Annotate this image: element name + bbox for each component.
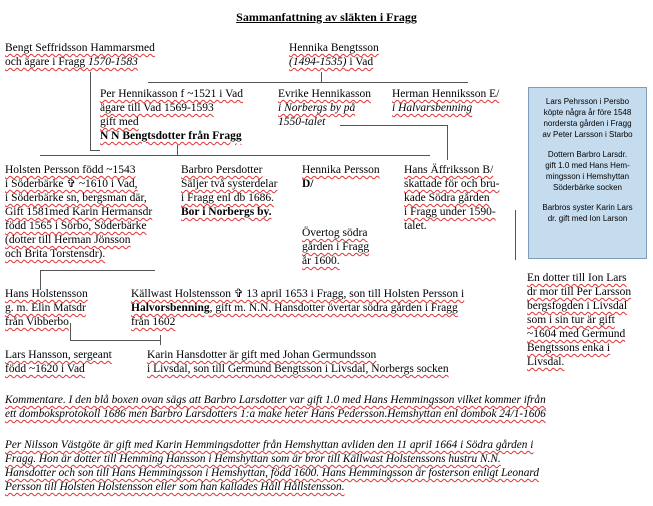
hennika2-code: D/: [302, 178, 314, 190]
box-line: nordersta gården i Fragg: [543, 119, 632, 128]
hans-af-line: talet.: [404, 220, 427, 232]
hans-h-line: g. m. Elin Matsdr: [5, 302, 86, 314]
comment-line: Persson till Holsten Holstensson eller som han kallades Håll Hållstensson.: [5, 481, 345, 493]
hennika-detail: (1494-1535) i Vad: [289, 56, 374, 68]
en-dotter-line: dr mor till Per Larsson: [527, 286, 632, 298]
connector-line: [515, 210, 516, 260]
en-dotter-line: som i sin tur är gift: [527, 314, 615, 326]
comment-line: Kommentare. I den blå boxen ovan sägs att Barbro Larsdotter var gift 1.0 med Hans Hemmingsson vilket kommer ifrån: [5, 394, 546, 406]
comment-line: Per Nilsson Västgöte är gift med Karin Hemmingsdotter från Hemshyttan avliden den 11 april 1664 i Södra gården i: [5, 439, 534, 451]
box-line: dr. gift med Ion Larson: [547, 214, 628, 223]
holsten-line: Gift 1581med Karin Hermansdr: [5, 206, 153, 218]
holsten-line: född 1565 i Sörbo, Söderbärke: [5, 220, 147, 232]
barbro-line: i Fragg enl db 1686.: [181, 192, 274, 204]
barbro-line: Bor i Norbergs by.: [181, 206, 272, 218]
hans-af-line: skattade för och bru-: [404, 178, 500, 190]
hennika2-line: år 1600.: [302, 255, 340, 267]
en-dotter-line: Bengtssons enka i: [527, 342, 611, 354]
connector-line: [90, 150, 100, 151]
per-married: gift med: [100, 116, 139, 128]
connector-line: [340, 125, 447, 126]
evrike-name: Evrike Hennikasson: [278, 88, 371, 100]
connector-line: [70, 323, 71, 340]
kallwast-line: Halvorsbenning, gift m. N.N. Hansdotter övertar södra gården i Fragg: [131, 302, 458, 314]
connector-line: [148, 82, 468, 83]
holsten-line: och Brita Torstensdr).: [5, 248, 106, 260]
holsten-line: i Söderbärke sn, bergsman där,: [5, 192, 147, 204]
evrike-period: 1550-talet: [278, 116, 326, 128]
hans-h-name: Hans Holstensson: [5, 288, 88, 300]
barbro-line: Säljer två systerdelar: [181, 178, 278, 190]
bengt-name: Bengt Seffridsson Hammarsmed: [5, 42, 155, 54]
kallwast-line: från 1602: [131, 316, 176, 328]
hans-af-name: Hans Äffriksson B/: [404, 164, 494, 176]
page-title: Sammanfattning av släkten i Fragg: [236, 10, 417, 24]
box-line: Söderbärke socken: [553, 183, 622, 192]
lars-line: född ~1620 i Vad: [5, 363, 85, 375]
herman-place: i Halvarsbenning: [392, 102, 473, 114]
holsten-line: Holsten Persson född ~1543: [5, 164, 136, 176]
bengt-detail: och ägare i Fragg 1570-1583: [5, 56, 138, 68]
hans-af-line: i Fragg under 1590-: [404, 206, 496, 218]
connector-line: [90, 72, 91, 150]
connector-line: [70, 340, 160, 341]
per-detail: ägare till Vad 1569-1593: [100, 102, 214, 114]
connector-line: [160, 335, 161, 345]
hans-af-line: kade Södra gården: [404, 192, 490, 204]
comment-line: ett domboksprotokoll 1686 men Barbro Larsdotters 1:a make heter Hans Pedersson.Hemshyttan enl dombok 24/1-1606: [5, 408, 546, 420]
karin-line: Karin Hansdotter är gift med Johan Germundsson: [147, 349, 377, 361]
comment-line: Hansdotter och son till Hans Hemmingsson i Hemshyttan, född 1600. Hans Hemmingsson är fosterson enligt Leonard: [5, 467, 539, 479]
per-spouse: N N Bengtsdotter från Fragg: [100, 130, 242, 142]
connector-line: [447, 125, 448, 160]
holsten-line: i Söderbärke ✞ ~1610 i Vad,: [5, 178, 138, 190]
en-dotter-line: Livsdal.: [527, 356, 565, 368]
connector-line: [321, 72, 322, 82]
herman-name: Herman Henniksson E/: [392, 88, 500, 100]
connector-line: [40, 155, 430, 156]
connector-line: [177, 145, 178, 155]
comment-line: Fragg. Hon är dotter till Hemming Hansson i Hemshyttan som är bror till Källwast Holstenssons hustru N.N.: [5, 453, 501, 465]
lars-name: Lars Hansson, sergeant: [5, 349, 112, 361]
holsten-line: (dotter till Herman Jönsson: [5, 234, 131, 246]
connector-line: [40, 270, 155, 271]
box-line: gift 1.0 med Hans Hem-: [545, 161, 630, 170]
hennika2-name: Hennika Persson: [302, 164, 380, 176]
box-line: köpte några år före 1548: [543, 108, 632, 117]
box-line: Barbros syster Karin Lars: [542, 203, 633, 212]
box-line: Lars Pehrsson i Persbo: [545, 97, 630, 106]
karin-line: i Livsdal, son till Germund Bengtsson i Livsdal, Norbergs socken: [147, 363, 449, 375]
evrike-place: i Norbergs by på: [278, 102, 356, 114]
hennika-name: Hennika Bengtsson: [289, 42, 379, 54]
per-name: Per Hennikasson f ~1521 i Vad: [100, 88, 244, 100]
info-box: [528, 87, 647, 259]
hans-h-line: från Vibberbo: [5, 316, 69, 328]
box-line: av Peter Larsson i Starbo: [542, 130, 633, 139]
en-dotter-line: En dotter till Ion Lars: [527, 272, 627, 284]
en-dotter-line: bergsfogden i Livsdal: [527, 300, 628, 312]
kallwast-line: Källwast Holstensson ✞ 13 april 1653 i Fragg, son till Holsten Persson i: [131, 288, 465, 300]
box-line: mingsson i Hemshyttan: [545, 172, 630, 181]
box-line: Dottern Barbro Larsdr.: [547, 150, 628, 159]
hennika2-line: gården i Fragg: [302, 241, 370, 253]
barbro-name: Barbro Persdotter: [181, 164, 263, 176]
hennika2-line: Övertog södra: [302, 227, 368, 239]
en-dotter-line: ~1604 med Germund: [527, 328, 626, 340]
